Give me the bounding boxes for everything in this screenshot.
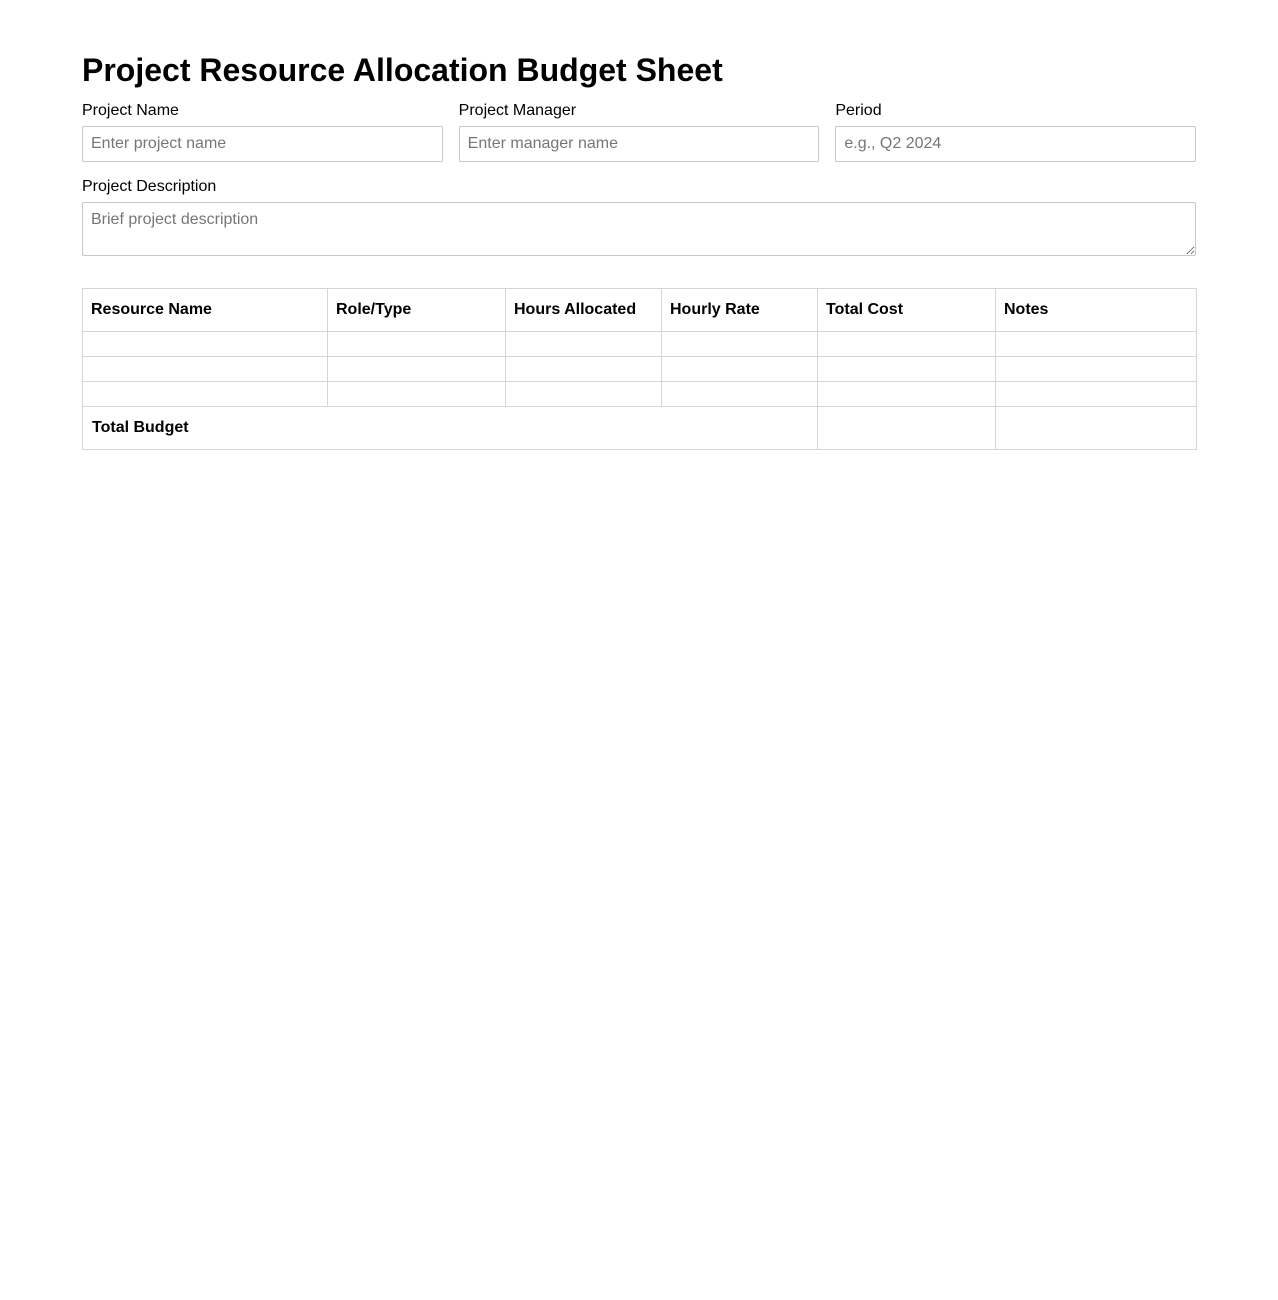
- page: [0, 0, 1278, 450]
- column-header-hourly-rate: Hourly Rate: [662, 289, 818, 332]
- project-manager-input[interactable]: [459, 126, 820, 162]
- column-header-role-type: Role/Type: [328, 289, 506, 332]
- project-description-textarea[interactable]: [82, 202, 1196, 256]
- column-header-hours-allocated: Hours Allocated: [506, 289, 662, 332]
- total-cost-cell[interactable]: [818, 357, 996, 382]
- notes-cell[interactable]: [996, 332, 1197, 357]
- total-budget-cost-cell: [818, 407, 996, 450]
- column-header-total-cost: Total Cost: [818, 289, 996, 332]
- period-label: Period: [835, 102, 882, 119]
- total-budget-notes-cell[interactable]: [996, 407, 1197, 450]
- hours-allocated-cell[interactable]: [506, 382, 662, 407]
- project-info-row: [82, 102, 1196, 162]
- project-manager-group: [459, 102, 820, 162]
- project-name-label: Project Name: [82, 102, 179, 119]
- total-cost-cell[interactable]: [818, 382, 996, 407]
- hourly-rate-cell[interactable]: [662, 382, 818, 407]
- table-row: [83, 332, 1197, 357]
- table-row: [83, 382, 1197, 407]
- role-type-cell[interactable]: [328, 357, 506, 382]
- resource-name-cell[interactable]: [83, 357, 328, 382]
- period-group: [835, 102, 1196, 162]
- period-input[interactable]: [835, 126, 1196, 162]
- project-manager-label: Project Manager: [458, 102, 577, 119]
- hourly-rate-cell[interactable]: [662, 357, 818, 382]
- page-title: Project Resource Allocation Budget Sheet: [82, 52, 723, 88]
- role-type-cell[interactable]: [328, 332, 506, 357]
- hourly-rate-cell[interactable]: [662, 332, 818, 357]
- role-type-cell[interactable]: [328, 382, 506, 407]
- project-name-group: [82, 102, 443, 162]
- resource-name-cell[interactable]: [83, 382, 328, 407]
- column-header-resource-name: Resource Name: [83, 289, 328, 332]
- hours-allocated-cell[interactable]: [506, 357, 662, 382]
- total-cost-cell[interactable]: [818, 332, 996, 357]
- table-row: [83, 357, 1197, 382]
- budget-table: [82, 288, 1197, 450]
- column-header-notes: Notes: [996, 289, 1197, 332]
- hours-allocated-cell[interactable]: [506, 332, 662, 357]
- resource-name-cell[interactable]: [83, 332, 328, 357]
- table-header-row: [83, 289, 1197, 332]
- project-description-label: Project Description: [82, 178, 217, 195]
- project-name-input[interactable]: [82, 126, 443, 162]
- project-description-group: [82, 178, 1196, 256]
- total-budget-row: [83, 407, 1197, 450]
- notes-cell[interactable]: [996, 357, 1197, 382]
- total-budget-label: Total Budget: [83, 407, 818, 450]
- notes-cell[interactable]: [996, 382, 1197, 407]
